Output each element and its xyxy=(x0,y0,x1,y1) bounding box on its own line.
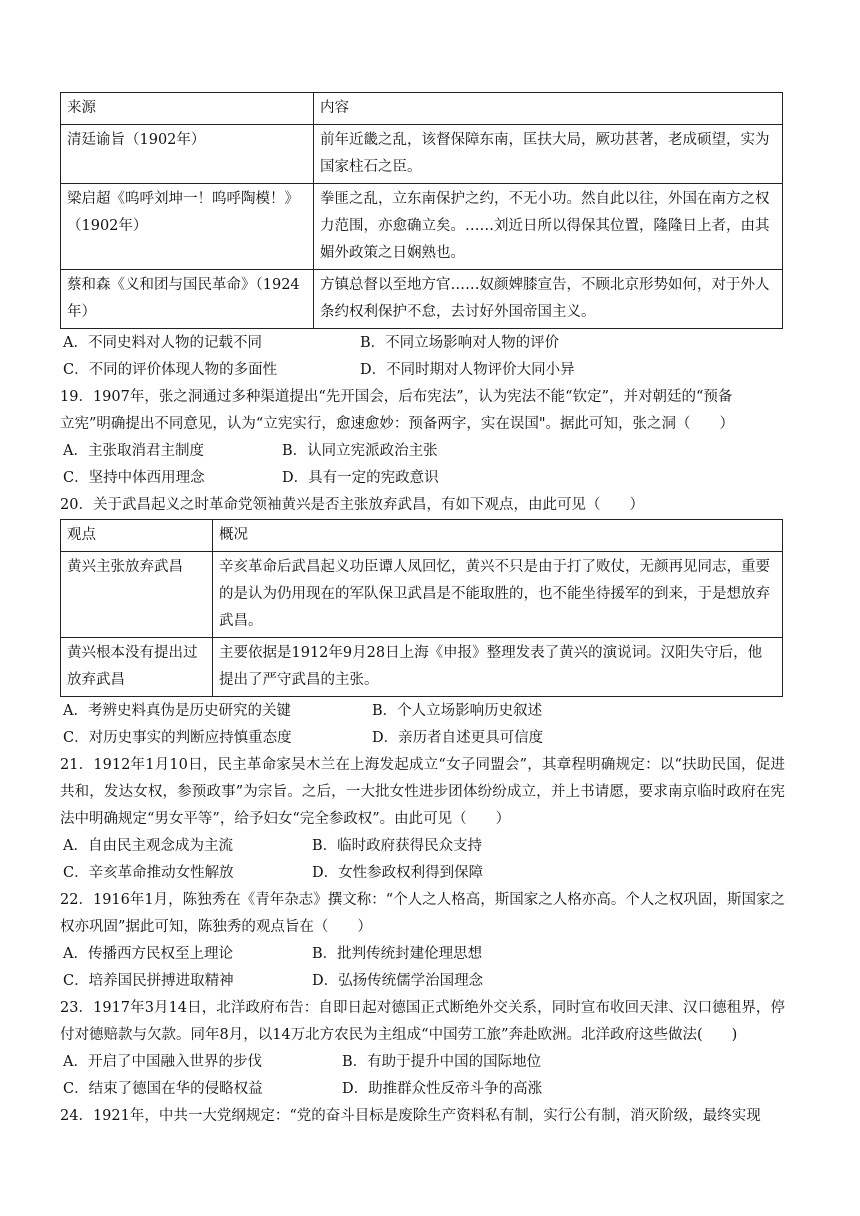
row-desc: 辛亥革命后武昌起义功臣谭人凤回忆，黄兴不只是由于打了败仗，无颜再见同志，重要的是认为仍用现在的军队保卫武昌是不能取胜的，也不能坐待援军的到来，于是想放弃武昌。 xyxy=(213,552,783,638)
q19-stem-line1: 19．1907年，张之洞通过多种渠道提出“先开国会，后布宪法”，认为宪法不能“钦定”，并对朝廷的“预备 xyxy=(60,389,733,405)
q20-stem: 20．关于武昌起义之时革命党领袖黄兴是否主张放弃武昌，有如下观点，由此可见（ ） xyxy=(60,497,644,513)
q20-option-b[interactable]: B．个人立场影响历史叙述 xyxy=(372,703,543,719)
table-row xyxy=(61,270,783,329)
row-view: 黄兴根本没有提出过放弃武昌 xyxy=(61,638,213,697)
q21-stem: 21．1912年1月10日，民主革命家吴木兰在上海发起成立“女子同盟会”，其章程明确规定：以“扶助民国，促进共和，发达女权，参预政事”为宗旨。之后，一大批女性进步团体纷纷成立，并上书请愿，要求南京临时政府在宪法中明确规定“男女平等”，给予妇女“完全参政权”。由此可见（ ） xyxy=(60,757,785,827)
q22-option-b[interactable]: B．批判传统封建伦理思想 xyxy=(312,946,483,962)
q18-options-row2 xyxy=(60,357,785,384)
q18-option-a[interactable]: A．不同史料对人物的记载不同 xyxy=(63,335,262,351)
q21-option-b[interactable]: B．临时政府获得民众支持 xyxy=(312,838,483,854)
q23-option-b[interactable]: B．有助于提升中国的国际地位 xyxy=(342,1054,542,1070)
table-row xyxy=(61,125,783,184)
row-content: 拳匪之乱，立东南保护之约，不无小功。然自此以往，外国在南方之权力范围，亦愈确立矣。……刘近日所以得保其位置，隆隆日上者，由其媚外政策之日娴熟也。 xyxy=(314,184,783,270)
q23-option-d[interactable]: D．助推群众性反帝斗争的高涨 xyxy=(342,1081,543,1097)
row-source: 清廷谕旨（1902年） xyxy=(61,125,314,184)
row-source: 梁启超《呜呼刘坤一！呜呼陶模！》（1902年） xyxy=(61,184,314,270)
row-content: 方镇总督以至地方官……奴颜婢膝宣告，不顾北京形势如何，对于外人条约权利保护不怠，去讨好外国帝国主义。 xyxy=(314,270,783,329)
q22-option-d[interactable]: D．弘扬传统儒学治国理念 xyxy=(312,973,484,989)
header-view: 观点 xyxy=(61,520,213,552)
q18-option-c[interactable]: C．不同的评价体现人物的多面性 xyxy=(63,362,278,378)
row-source: 蔡和森《义和团与国民革命》（1924年） xyxy=(61,270,314,329)
q20-options-row1 xyxy=(60,698,785,725)
q19-options-row2 xyxy=(60,465,785,492)
row-view: 黄兴主张放弃武昌 xyxy=(61,552,213,638)
q21-options-row1 xyxy=(60,833,785,860)
exam-page xyxy=(60,92,785,1130)
q20-option-d[interactable]: D．亲历者自述更具可信度 xyxy=(372,730,544,746)
table-header-row xyxy=(61,93,783,125)
q23-option-a[interactable]: A．开启了中国融入世界的步伐 xyxy=(63,1054,262,1070)
q21-option-c[interactable]: C．辛亥革命推动女性解放 xyxy=(63,865,234,881)
q23-options-row2 xyxy=(60,1076,785,1103)
q22-options-row1 xyxy=(60,941,785,968)
q18-options-row1 xyxy=(60,330,785,357)
q18-option-b[interactable]: B．不同立场影响对人物的评价 xyxy=(360,335,560,351)
q19-stem-line2: 立宪”明确提出不同意见，认为“立宪实行，愈速愈妙：预备两字，实在误国"。据此可知，张之洞（ ） xyxy=(60,416,734,432)
row-desc: 主要依据是1912年9月28日上海《申报》整理发表了黄兴的演说词。汉阳失守后，他提出了严守武昌的主张。 xyxy=(213,638,783,697)
table-row xyxy=(61,638,783,697)
q22-stem: 22．1916年1月，陈独秀在《青年杂志》撰文称：“个人之人格高，斯国家之人格亦高。个人之权巩固，斯国家之权亦巩固”据此可知，陈独秀的观点旨在（ ） xyxy=(60,892,785,935)
q22-options-row2 xyxy=(60,968,785,995)
q19-option-c[interactable]: C．坚持中体西用理念 xyxy=(63,470,205,486)
q18-option-d[interactable]: D．不同时期对人物评价大同小异 xyxy=(360,362,575,378)
q24-stem: 24．1921年，中共一大党纲规定：“党的奋斗目标是废除生产资料私有制，实行公有制，消灭阶级，最终实现 xyxy=(60,1108,761,1124)
q22-option-c[interactable]: C．培养国民拼搏进取精神 xyxy=(63,973,234,989)
q22-option-a[interactable]: A．传播西方民权至上理论 xyxy=(63,946,233,962)
q19-option-a[interactable]: A．主张取消君主制度 xyxy=(63,443,204,459)
table-header-row xyxy=(61,520,783,552)
q19-option-b[interactable]: B．认同立宪派政治主张 xyxy=(282,443,438,459)
q23-stem: 23．1917年3月14日，北洋政府布告：自即日起对德国正式断绝外交关系，同时宣布收回天津、汉口德租界，停付对德赔款与欠款。同年8月，以14万北方农民为主组成“中国劳工旅”奔赴欧洲。北洋政府这些做法( ) xyxy=(60,1000,785,1043)
header-content: 内容 xyxy=(314,93,783,125)
source-table xyxy=(60,92,783,329)
header-source: 来源 xyxy=(61,93,314,125)
row-content: 前年近畿之乱，该督保障东南，匡扶大局，厥功甚著，老成硕望，实为国家柱石之臣。 xyxy=(314,125,783,184)
q20-option-c[interactable]: C．对历史事实的判断应持慎重态度 xyxy=(63,730,292,746)
q20-options-row2 xyxy=(60,725,785,752)
table-row xyxy=(61,552,783,638)
q23-option-c[interactable]: C．结束了德国在华的侵略权益 xyxy=(63,1081,263,1097)
q23-options-row1 xyxy=(60,1049,785,1076)
table-row xyxy=(61,184,783,270)
viewpoint-table xyxy=(60,519,783,697)
q19-options-row1 xyxy=(60,438,785,465)
q21-option-d[interactable]: D．女性参政权利得到保障 xyxy=(312,865,484,881)
q21-options-row2 xyxy=(60,860,785,887)
q19-option-d[interactable]: D．具有一定的宪政意识 xyxy=(282,470,439,486)
header-desc: 概况 xyxy=(213,520,783,552)
q20-option-a[interactable]: A．考辨史料真伪是历史研究的关键 xyxy=(63,703,291,719)
q21-option-a[interactable]: A．自由民主观念成为主流 xyxy=(63,838,233,854)
